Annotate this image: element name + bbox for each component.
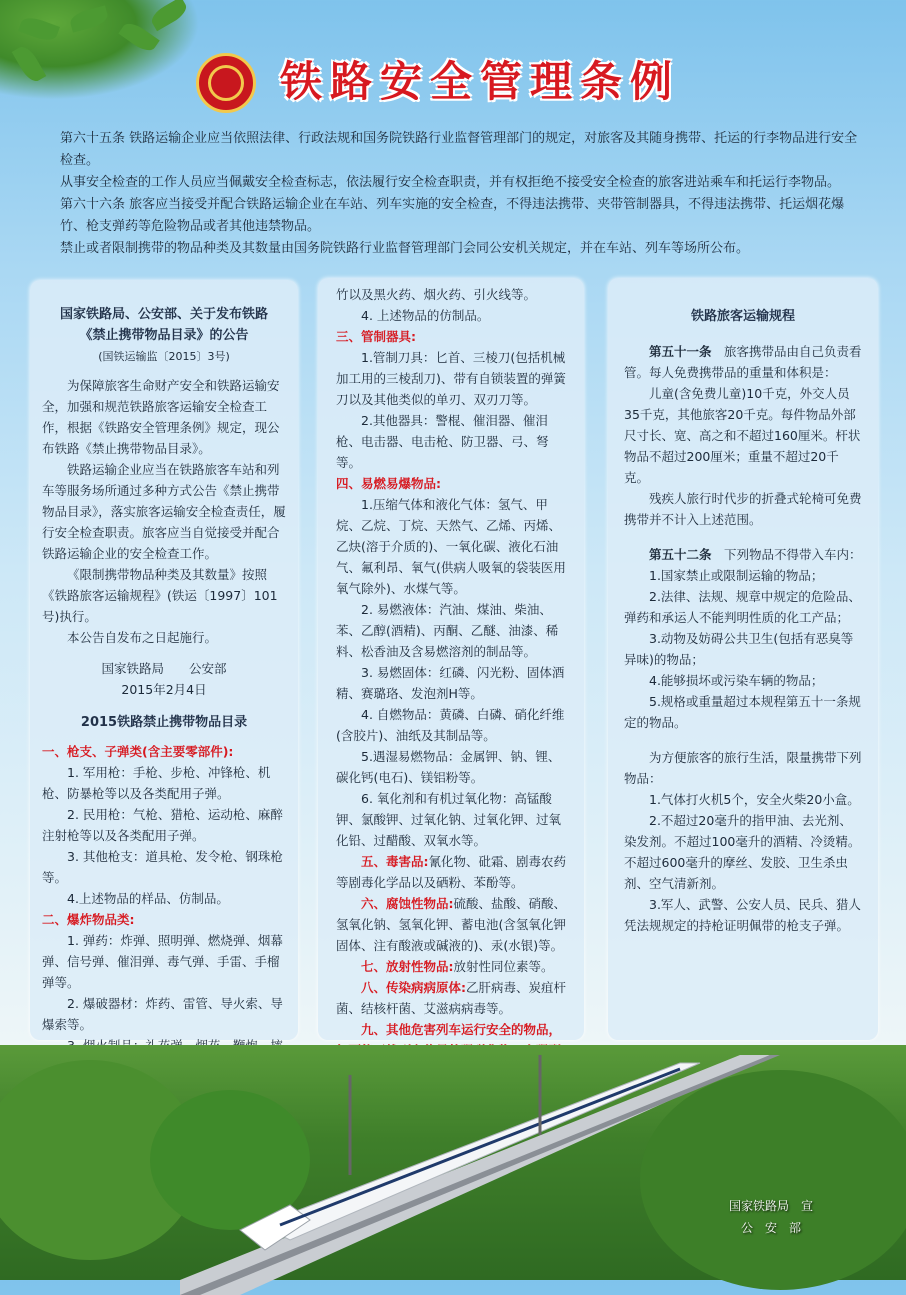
passenger-rules-panel [608,278,878,1040]
category-heading: 六、腐蚀性物品: [361,896,454,911]
intro-text [60,128,870,260]
list-item: 1. 军用枪：手枪、步枪、冲锋枪、机枪、防暴枪等以及各类配用子弹。 [42,765,271,801]
list-item: 3. 其他枪支：道具枪、发令枪、钢珠枪等。 [42,849,283,885]
category-heading: 九、其他危害列车运行安全的物品， [361,1022,562,1037]
prohibited-items-panel [318,278,584,1040]
category-text: 氰化物、砒霜、剧毒农药等剧毒化学品以及硒粉、苯酚等。 [336,854,567,890]
announcement-heading: 国家铁路局、公安部、关于发布铁路 [59,307,268,322]
list-item: 2. 易燃液体：汽油、煤油、柴油、苯、乙醇(酒精)、丙酮、乙醚、油漆、稀料、松香油及含易燃溶剂的制品等。 [336,602,559,659]
intro-paragraph: 禁止或者限制携带的物品种类及其数量由国务院铁路行业监督管理部门会同公安机关规定，并在车站、列车等场所公布。 [60,241,750,256]
article-paragraph: 儿童(含免费儿童)10千克，外交人员35千克，其他旅客20千克。每件物品外部尺寸长、宽、高之和不超过160厘米。杆状物品不超过200厘米；重量不超过20千克。 [624,386,861,485]
category-text: 乙肝病毒、炭疽杆菌、结核杆菌、艾滋病病毒等。 [336,980,567,1016]
article-paragraph [624,341,862,383]
bridge-edge [180,1055,780,1295]
article-paragraph: 为方便旅客的旅行生活，限量携带下列物品： [624,750,862,786]
article-paragraph: 残疾人旅行时代步的折叠式轮椅可免费携带并不计入上述范围。 [624,491,862,527]
high-speed-train [260,1063,700,1240]
list-item: 2.其他器具：警棍、催泪器、催泪枪、电击器、电击枪、防卫器、弓、弩等。 [336,413,549,470]
category-heading: 四、易燃易爆物品: [336,476,441,491]
train-window-stripe [280,1069,680,1225]
article-paragraph [624,544,862,565]
rules-heading: 铁路旅客运输规程 [690,309,795,324]
announcement-heading: 《禁止携带物品目录》的公告 [79,328,249,343]
intro-paragraph: 第六十六条 旅客应当接受并配合铁路运输企业在车站、列车实施的安全检查，不得违法携带、夹带管制器具，不得违法携带、托运烟花爆竹、枪支弹药等危险物品或者其他违禁物品。 [60,197,845,234]
list-item: 2.不超过20毫升的指甲油、去光剂、染发剂。不超过100毫升的酒精、冷烫精。不超过600毫升的摩丝、发胶、卫生杀虫剂、空气清新剂。 [624,813,861,891]
document-number: (国铁运输监〔2015〕3号) [98,350,230,363]
list-item: 5.规格或重量超过本规程第五十一条规定的物品。 [624,694,861,730]
announcement-panel [30,280,298,1040]
article-title: 第五十二条 [649,547,712,562]
list-item: 1.管制刀具：匕首、三棱刀(包括机械加工用的三棱刮刀)、带有自锁装置的弹簧刀以及其他类似的单刃、双刃刀等。 [336,350,566,407]
article-title: 第五十一条 [649,344,712,359]
list-item [336,977,570,1019]
train-on-bridge-illustration [180,1055,800,1295]
list-item: 5.遇湿易燃物品：金属钾、钠、锂、碳化钙(电石)、镁铝粉等。 [336,749,561,785]
list-item [336,851,570,893]
category-heading: 七、放射性物品: [361,959,454,974]
intro-paragraph: 第六十五条 铁路运输企业应当依照法律、行政法规和国务院铁路行业监督管理部门的规定，对旅客及其随身携带、托运的行李物品进行安全检查。 [60,131,858,168]
list-item: 4.能够损坏或污染车辆的物品； [649,673,824,688]
list-item: 3. 易燃固体：红磷、闪光粉、固体酒精、赛璐珞、发泡剂H等。 [336,665,565,701]
list-item: 3.军人、武警、公安人员、民兵、猎人凭法规规定的持枪证明佩带的枪支子弹。 [624,897,861,933]
announcement-paragraph: 为保障旅客生命财产安全和铁路运输安全，加强和规范铁路旅客运输安全检查工作，根据《铁路安全管理条例》规定，现公布铁路《禁止携带物品目录》。 [42,378,280,456]
list-item: 2.法律、法规、规章中规定的危险品、弹药和承运人不能判明性质的化工产品； [624,589,861,625]
list-item: 4.上述物品的样品、仿制品。 [67,891,229,906]
list-item: 2. 爆破器材：炸药、雷管、导火索、导爆索等。 [42,996,283,1032]
list-title: 2015铁路禁止携带物品目录 [80,715,248,730]
intro-paragraph: 从事安全检查的工作人员应当佩戴安全检查标志，依法履行安全检查职责，并有权拒绝不接受安全检查的旅客进站乘车和托运行李物品。 [60,175,841,190]
footer-publisher [696,1195,846,1239]
announcement-signature: 国家铁路局 公安部 [101,661,227,676]
list-item: 2. 民用枪：气枪、猎枪、运动枪、麻醉注射枪等以及各类配用子弹。 [42,807,283,843]
list-item: 1. 弹药：炸弹、照明弹、燃烧弹、烟幕弹、信号弹、催泪弹、毒气弹、手雷、手榴弹等。 [42,933,283,990]
page-title: 铁路安全管理条例 [280,57,681,106]
railway-emblem-icon [196,53,256,113]
category-heading: 五、毒害品: [361,854,429,869]
list-item: 1.气体打火机5个，安全火柴20小盒。 [649,792,860,807]
list-item: 6. 氧化剂和有机过氧化物：高锰酸钾、氯酸钾、过氧化钠、过氧化钾、过氧化铅、过醋酸、双氧水等。 [336,791,562,848]
category-heading: 八、传染病病原体: [361,980,466,995]
category-heading: 一、枪支、子弹类(含主要零部件): [42,744,234,759]
list-item: 3.动物及妨碍公共卫生(包括有恶臭等异味)的物品； [624,631,854,667]
announcement-paragraph: 本公告自发布之日起施行。 [67,630,218,645]
publisher-line: 国家铁路局 宣 [728,1199,813,1213]
category-heading: 二、爆炸物品类: [42,912,135,927]
announcement-paragraph: 《限制携带物品种类及其数量》按照《铁路旅客运输规程》(铁运〔1997〕101号)执行。 [42,567,278,624]
list-item: 4. 自燃物品：黄磷、白磷、硝化纤维(含胶片)、油纸及其制品等。 [336,707,565,743]
list-item: 1.国家禁止或限制运输的物品； [649,568,824,583]
category-text: 放射性同位素等。 [453,959,554,974]
article-text: 旅客携带品由自己负责看管。每人免费携带品的重量和体积是： [624,344,862,380]
list-item [336,956,570,977]
category-text: 硫酸、盐酸、硝酸、氢氧化钠、氢氧化钾、蓄电池(含氢氧化钾固体、注有酸液或碱液的)、汞(水银)等。 [336,896,567,953]
announcement-paragraph: 铁路运输企业应当在铁路旅客车站和列车等服务场所通过多种方式公告《禁止携带物品目录》，落实旅客运输安全检查责任，履行安全检查职责。旅客应当自觉接受并配合铁路运输企业的安全检查工作。 [42,462,286,561]
list-item [336,893,570,956]
list-item: 竹以及黑火药、烟火药、引火线等。 [336,287,537,302]
publisher-line: 公 安 部 [740,1221,801,1235]
list-item: 1.压缩气体和液化气体：氢气、甲烷、乙烷、丁烷、天然气、乙烯、丙烯、乙炔(溶于介质的)、一氧化碳、液化石油气、氟利昂、氧气(供病人吸氧的袋装医用氧气除外)、水煤气等。 [336,497,566,596]
announcement-date: 2015年2月4日 [121,682,207,697]
category-heading: 三、管制器具: [336,329,416,344]
list-item: 4. 上述物品的仿制品。 [361,308,490,323]
article-text: 下列物品不得带入车内： [724,547,862,562]
